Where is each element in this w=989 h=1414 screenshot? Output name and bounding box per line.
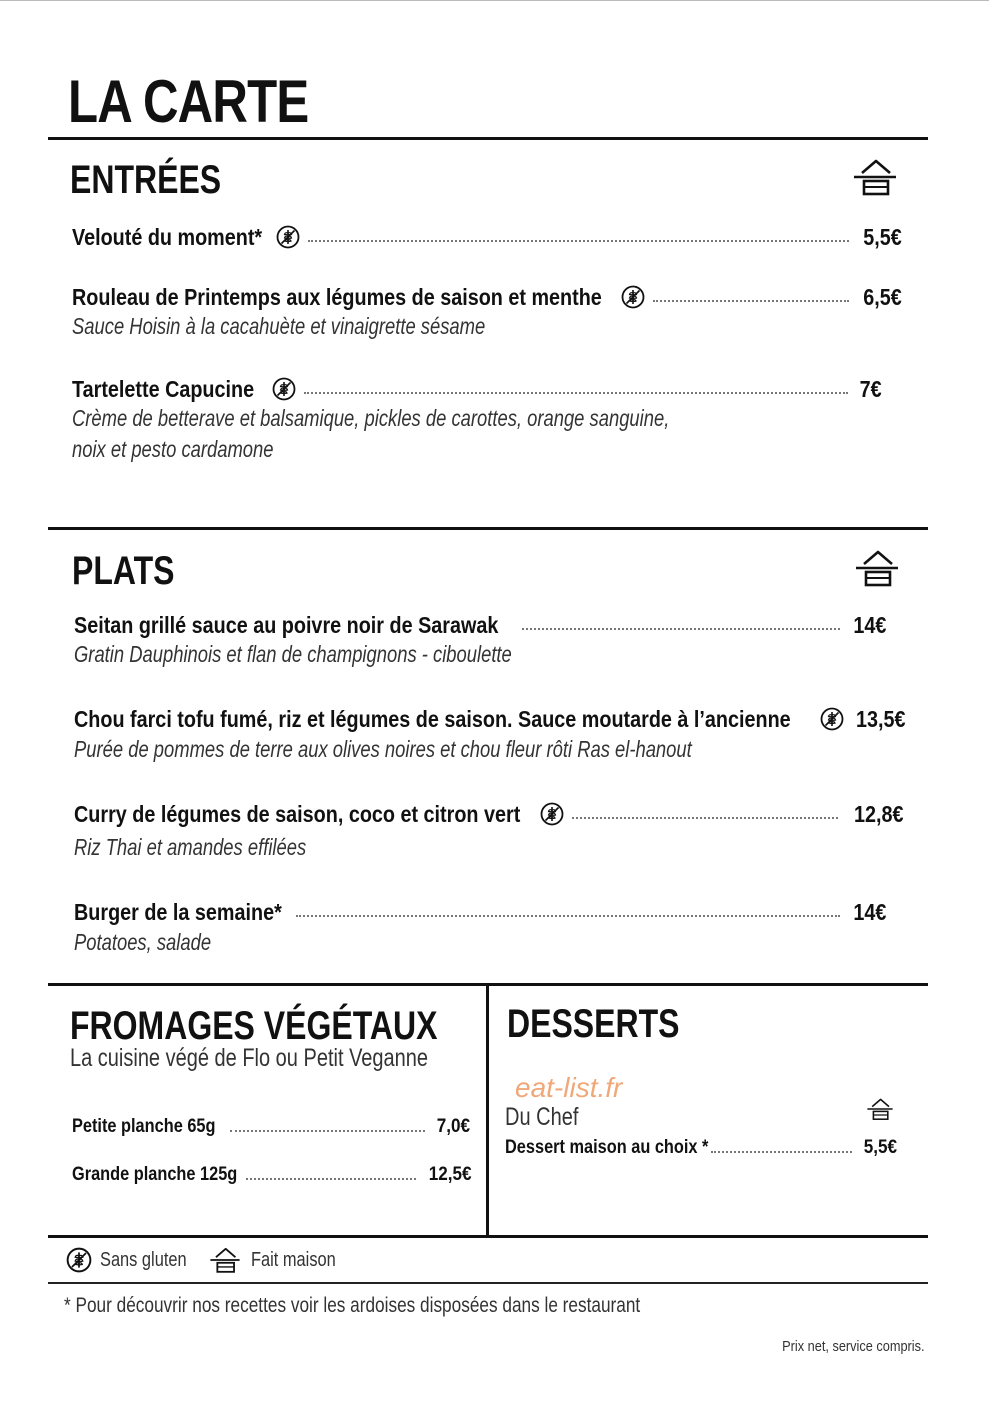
dot-leader [572,817,838,819]
gluten-free-icon [540,802,564,826]
menu-item-petite-planche [72,1112,470,1142]
menu-item-rouleau [72,282,902,312]
dot-leader [246,1178,416,1180]
item-price: 5,5€ [863,1137,897,1158]
menu-item-chou-farci [74,704,906,734]
section-subtitle: Du Chef [505,1103,579,1131]
item-name: Rouleau de Printemps aux légumes de saison et menthe [72,283,602,310]
dot-leader [653,300,849,302]
item-price: 13,5€ [856,705,906,732]
section-title-desserts: DESSERTS [507,1002,680,1046]
divider-entrees [48,527,928,530]
section-subtitle: La cuisine végé de Flo ou Petit Veganne [70,1044,429,1072]
item-description: Crème de betterave et balsamique, pickles de carottes, orange sanguine, [72,405,670,431]
item-name: Petite planche 65g [72,1116,216,1137]
legend-label: Fait maison [251,1248,336,1271]
dot-leader [308,240,849,242]
top-border [0,0,989,1]
house-icon [852,157,898,197]
item-description: Potatoes, salade [74,929,212,955]
item-price: 14€ [852,611,886,638]
item-name: Curry de légumes de saison, coco et citron vert [74,800,521,827]
gluten-free-icon [272,377,296,401]
item-price: 12,8€ [854,800,904,827]
divider-legend-top [48,1235,928,1238]
net-price-note: Prix net, service compris. [782,1338,925,1355]
menu-item-burger [74,897,886,927]
item-description: noix et pesto cardamone [72,436,274,462]
section-title-entrees: ENTRÉES [70,158,222,202]
item-description: Riz Thai et amandes effilées [74,834,307,860]
item-name: Tartelette Capucine [72,375,255,402]
watermark-text: eat-list.fr [515,1072,623,1103]
item-price: 14€ [852,898,886,925]
gluten-free-icon [66,1247,92,1273]
page-title: LA CARTE [68,68,309,135]
gluten-free-icon [276,225,300,249]
item-description: Sauce Hoisin à la cacahuète et vinaigrette sésame [72,313,486,339]
menu-item-tartelette [72,374,882,404]
dot-leader [711,1151,852,1153]
item-price: 5,5€ [863,223,902,250]
item-name: Chou farci tofu fumé, riz et légumes de saison. Sauce moutarde à l’ancienne [74,705,791,732]
item-name: Burger de la semaine* [74,898,282,925]
section-title-plats: PLATS [72,549,175,593]
menu-item-grande-planche [72,1160,472,1190]
dot-leader [296,915,840,917]
menu-item-dessert [505,1133,897,1163]
section-title-fromages: FROMAGES VÉGÉTAUX [70,1004,438,1048]
dot-leader [522,628,840,630]
house-icon [866,1097,894,1121]
divider-title [48,137,928,140]
item-price: 6,5€ [863,283,902,310]
dot-leader [230,1130,425,1132]
legend-gluten-free [66,1247,206,1273]
footnote: * Pour découvrir nos recettes voir les ardoises disposées dans le restaurant [64,1294,641,1317]
legend-homemade [209,1246,354,1274]
menu-item-veloute [72,222,902,252]
gluten-free-icon [621,285,645,309]
item-name: Grande planche 125g [72,1164,238,1185]
menu-item-seitan [74,610,886,640]
item-price: 7€ [859,375,882,402]
item-name: Velouté du moment* [72,223,263,250]
divider-legend-bottom [48,1282,928,1284]
dot-leader [304,392,848,394]
legend-label: Sans gluten [100,1248,187,1271]
house-icon [209,1246,241,1274]
house-icon [854,548,900,588]
item-price: 7,0€ [436,1116,470,1137]
item-name: Dessert maison au choix * [505,1137,709,1158]
item-name: Seitan grillé sauce au poivre noir de Sarawak [74,611,499,638]
gluten-free-icon [820,707,844,731]
item-price: 12,5€ [429,1164,472,1185]
column-divider [486,985,489,1237]
item-description: Purée de pommes de terre aux olives noires et chou fleur rôti Ras el-hanout [74,736,692,762]
menu-item-curry [74,799,904,829]
item-description: Gratin Dauphinois et flan de champignons - ciboulette [74,641,512,667]
